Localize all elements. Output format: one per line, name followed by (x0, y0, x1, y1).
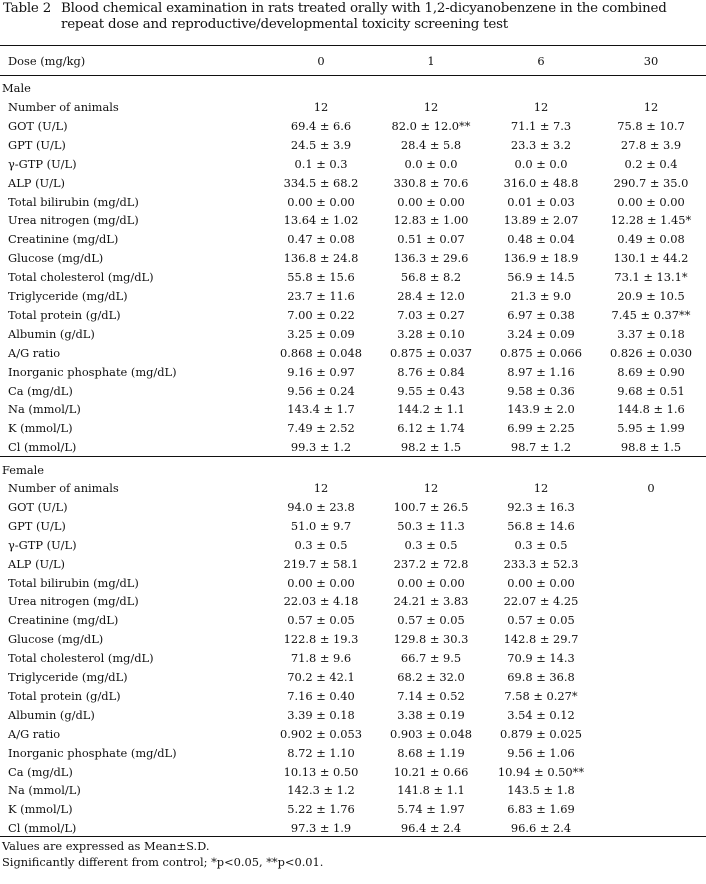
row-label: Creatinine (mg/dL) (8, 232, 119, 247)
table-cell: 56.8 ± 8.2 (400, 270, 462, 285)
table-cell: 0.01 ± 0.03 (507, 194, 575, 209)
table-cell: 6.83 ± 1.69 (507, 802, 575, 817)
table-cell: 9.56 ± 0.24 (287, 383, 355, 398)
table-cell: 92.3 ± 16.3 (507, 499, 575, 514)
table-row (0, 800, 706, 819)
table-row (0, 781, 706, 800)
table-cell: 136.8 ± 24.8 (283, 251, 359, 266)
table-row (0, 649, 706, 668)
row-label: GPT (U/L) (8, 137, 66, 152)
table-cell: 9.58 ± 0.36 (507, 383, 575, 398)
table-cell: 7.49 ± 2.52 (287, 421, 355, 436)
table-cell: 316.0 ± 48.8 (503, 175, 579, 190)
table-cell: 71.1 ± 7.3 (510, 118, 572, 133)
table-cell: 22.07 ± 4.25 (503, 594, 579, 609)
table-cell: 0.868 ± 0.048 (279, 345, 362, 360)
table-row (0, 136, 706, 155)
table-cell: 55.8 ± 15.6 (287, 270, 355, 285)
row-label: Urea nitrogen (mg/dL) (8, 213, 139, 228)
table-cell: 5.95 ± 1.99 (617, 421, 685, 436)
table-cell: 8.68 ± 1.19 (397, 745, 465, 760)
table-cell: 12 (533, 481, 549, 495)
table-cell: 141.8 ± 1.1 (397, 783, 465, 798)
table-cell: 0.826 ± 0.030 (609, 345, 692, 360)
table-cell: 20.9 ± 10.5 (617, 289, 685, 303)
table-row (0, 363, 706, 382)
table-cell: 330.8 ± 70.6 (393, 175, 469, 190)
table-row (0, 268, 706, 287)
table-row (0, 630, 706, 649)
table-cell: 0.00 ± 0.00 (287, 194, 355, 209)
table-cell: 71.8 ± 9.6 (290, 651, 352, 666)
table-cell: 5.22 ± 1.76 (287, 802, 355, 817)
table-cell: 0.0 ± 0.0 (514, 156, 568, 171)
row-label: Number of animals (8, 481, 119, 495)
table-cell: 73.1 ± 13.1* (614, 270, 688, 285)
row-label: γ-GTP (U/L) (8, 156, 77, 171)
table-row (0, 555, 706, 574)
table-cell: 219.7 ± 58.1 (283, 556, 359, 571)
table-cell: 122.8 ± 19.3 (283, 632, 359, 647)
table-cell: 237.2 ± 72.8 (393, 556, 469, 571)
table-row (0, 419, 706, 438)
row-label: γ-GTP (U/L) (8, 537, 77, 552)
table-row (0, 498, 706, 517)
table-cell: 96.6 ± 2.4 (510, 821, 572, 836)
table-cell: 98.2 ± 1.5 (400, 440, 462, 455)
table-cell: 21.3 ± 9.0 (510, 289, 572, 303)
table-cell: 3.37 ± 0.18 (617, 326, 685, 341)
table-cell: 51.0 ± 9.7 (290, 518, 352, 533)
table-cell: 136.3 ± 29.6 (393, 251, 469, 266)
table-cell: 129.8 ± 30.3 (393, 632, 469, 647)
table-cell: 136.9 ± 18.9 (503, 251, 579, 266)
row-label: Ca (mg/dL) (8, 764, 73, 779)
table-cell: 8.76 ± 0.84 (397, 364, 465, 379)
table-cell: 144.8 ± 1.6 (617, 402, 685, 417)
table-cell: 98.7 ± 1.2 (510, 440, 572, 455)
table-cell: 13.64 ± 1.02 (283, 213, 359, 228)
row-label: A/G ratio (8, 726, 61, 741)
table-label: Table 2 (3, 1, 52, 16)
row-label: Urea nitrogen (mg/dL) (8, 594, 139, 609)
table-cell: 0.51 ± 0.07 (397, 232, 465, 247)
row-label: Ca (mg/dL) (8, 383, 73, 398)
table-cell: 3.28 ± 0.10 (397, 326, 465, 341)
row-label: GPT (U/L) (8, 518, 66, 533)
header-row (0, 52, 706, 71)
table-cell: 0.903 ± 0.048 (389, 726, 472, 741)
row-label: Cl (mmol/L) (8, 821, 77, 836)
table-cell: 0.00 ± 0.00 (617, 194, 685, 209)
row-label: Total cholesterol (mg/dL) (8, 270, 154, 285)
table-cell: 12 (423, 100, 439, 114)
table-cell: 8.72 ± 1.10 (287, 745, 355, 760)
table-title: Blood chemical examination in rats treated orally with 1,2-dicyanobenzene in the combined repeat dose and reproductive/developmental toxicity screening test (61, 1, 667, 32)
table-cell: 23.7 ± 11.6 (287, 289, 355, 303)
footnote-values: Values are expressed as Mean±S.D. (2, 839, 210, 853)
table-cell: 7.16 ± 0.40 (287, 688, 355, 703)
row-label: Total cholesterol (mg/dL) (8, 651, 154, 666)
table-cell: 0.1 ± 0.3 (294, 156, 348, 171)
row-label: Glucose (mg/dL) (8, 251, 104, 266)
table-cell: 9.68 ± 0.51 (617, 383, 685, 398)
row-label: Inorganic phosphate (mg/dL) (8, 745, 177, 760)
table-cell: 0.00 ± 0.00 (397, 575, 465, 590)
row-label: Na (mmol/L) (8, 402, 81, 417)
table-cell: 6.97 ± 0.38 (507, 307, 575, 322)
table-cell: 0.57 ± 0.05 (287, 613, 355, 628)
table-cell: 9.56 ± 1.06 (507, 745, 575, 760)
table-cell: 66.7 ± 9.5 (400, 651, 462, 666)
table-row (0, 744, 706, 763)
table-row (0, 344, 706, 363)
row-label: A/G ratio (8, 345, 61, 360)
table-row (0, 211, 706, 230)
table-cell: 12 (313, 100, 329, 114)
table-caption (3, 1, 703, 33)
row-label: Glucose (mg/dL) (8, 632, 104, 647)
section-divider-rule (0, 456, 706, 457)
footnotes (2, 838, 323, 870)
table-cell: 12.83 ± 1.00 (393, 213, 469, 228)
table-cell: 12.28 ± 1.45* (610, 213, 692, 228)
row-label: Triglyceride (mg/dL) (8, 289, 128, 303)
table-row (0, 687, 706, 706)
table-cell: 3.25 ± 0.09 (287, 326, 355, 341)
top-rule (0, 45, 706, 46)
header-dose-0: 0 (317, 54, 325, 68)
row-label: Albumin (g/dL) (8, 707, 95, 722)
table-cell: 98.8 ± 1.5 (620, 440, 682, 455)
table-cell: 0.3 ± 0.5 (514, 537, 568, 552)
table-cell: 82.0 ± 12.0** (391, 118, 471, 133)
table-cell: 0.47 ± 0.08 (287, 232, 355, 247)
table-cell: 69.8 ± 36.8 (507, 670, 575, 684)
table-cell: 0.57 ± 0.05 (507, 613, 575, 628)
header-dose-6: 6 (537, 54, 545, 68)
row-label: K (mmol/L) (8, 802, 73, 817)
bottom-rule (0, 836, 706, 837)
table-row (0, 193, 706, 212)
section-female-label: Female (2, 463, 44, 477)
table-cell: 290.7 ± 35.0 (613, 175, 689, 190)
table-cell: 3.24 ± 0.09 (507, 326, 575, 341)
table-cell: 7.00 ± 0.22 (287, 307, 355, 322)
table-cell: 69.4 ± 6.6 (290, 118, 352, 133)
table-cell: 0.48 ± 0.04 (507, 232, 575, 247)
table-row (0, 174, 706, 193)
row-label: GOT (U/L) (8, 499, 68, 514)
table-cell: 27.8 ± 3.9 (620, 137, 682, 152)
table-cell: 0.2 ± 0.4 (624, 156, 678, 171)
table-cell: 6.99 ± 2.25 (507, 421, 575, 436)
row-label: Total protein (g/dL) (8, 307, 121, 322)
table-cell: 8.97 ± 1.16 (507, 364, 575, 379)
row-label: Triglyceride (mg/dL) (8, 670, 128, 684)
header-dose-30: 30 (643, 54, 659, 68)
table-row (0, 536, 706, 555)
footnote-significance: Significantly different from control; *p<0.05, **p<0.01. (2, 855, 324, 869)
table-row (0, 706, 706, 725)
table-cell: 0.3 ± 0.5 (404, 537, 458, 552)
table-cell: 7.58 ± 0.27* (504, 688, 578, 703)
row-label: K (mmol/L) (8, 421, 73, 436)
table-cell: 3.38 ± 0.19 (397, 707, 465, 722)
row-label: ALP (U/L) (8, 175, 65, 190)
table-cell: 10.13 ± 0.50 (283, 764, 359, 779)
table-cell: 143.4 ± 1.7 (287, 402, 355, 417)
table-cell: 94.0 ± 23.8 (287, 499, 355, 514)
table-cell: 0.0 ± 0.0 (404, 156, 458, 171)
table-row (0, 117, 706, 136)
table-cell: 0.00 ± 0.00 (397, 194, 465, 209)
table-row (0, 438, 706, 457)
table-cell: 0.875 ± 0.037 (389, 345, 472, 360)
row-label: ALP (U/L) (8, 556, 65, 571)
table-cell: 97.3 ± 1.9 (290, 821, 352, 836)
row-label: Number of animals (8, 100, 119, 114)
table-cell: 7.14 ± 0.52 (397, 688, 465, 703)
table-row (0, 763, 706, 782)
table-cell: 143.5 ± 1.8 (507, 783, 575, 798)
table-row (0, 249, 706, 268)
table-cell: 3.39 ± 0.18 (287, 707, 355, 722)
table-cell: 0 (647, 481, 655, 495)
row-label: Na (mmol/L) (8, 783, 81, 798)
row-label: Total bilirubin (mg/dL) (8, 194, 139, 209)
table-cell: 334.5 ± 68.2 (283, 175, 359, 190)
header-rule (0, 75, 706, 76)
table-cell: 12 (313, 481, 329, 495)
table-cell: 22.03 ± 4.18 (283, 594, 359, 609)
table-cell: 5.74 ± 1.97 (397, 802, 465, 817)
table-cell: 13.89 ± 2.07 (503, 213, 579, 228)
table-row (0, 668, 706, 687)
table-cell: 0.3 ± 0.5 (294, 537, 348, 552)
table-row (0, 306, 706, 325)
table-cell: 6.12 ± 1.74 (397, 421, 465, 436)
table-row (0, 155, 706, 174)
table-cell: 12 (533, 100, 549, 114)
table-cell: 75.8 ± 10.7 (617, 118, 685, 133)
row-label: Creatinine (mg/dL) (8, 613, 119, 628)
table-cell: 0.00 ± 0.00 (507, 575, 575, 590)
header-dose-label: Dose (mg/kg) (8, 54, 86, 68)
table-cell: 50.3 ± 11.3 (397, 518, 465, 533)
table-cell: 56.9 ± 14.5 (507, 270, 575, 285)
section-male-label: Male (2, 81, 31, 95)
table-cell: 99.3 ± 1.2 (290, 440, 352, 455)
table-row (0, 479, 706, 498)
table-row (0, 325, 706, 344)
table-row (0, 400, 706, 419)
table-cell: 0.879 ± 0.025 (499, 726, 582, 741)
row-label: Cl (mmol/L) (8, 440, 77, 455)
table-cell: 96.4 ± 2.4 (400, 821, 462, 836)
table-cell: 130.1 ± 44.2 (613, 251, 689, 266)
table-cell: 10.94 ± 0.50** (497, 764, 585, 779)
table-cell: 142.3 ± 1.2 (287, 783, 355, 798)
table-row (0, 611, 706, 630)
table-row (0, 725, 706, 744)
table-cell: 70.2 ± 42.1 (287, 670, 355, 684)
table-cell: 143.9 ± 2.0 (507, 402, 575, 417)
table-cell: 12 (643, 100, 659, 114)
row-label: Total protein (g/dL) (8, 688, 121, 703)
table-cell: 24.21 ± 3.83 (393, 594, 469, 609)
table-cell: 56.8 ± 14.6 (507, 518, 575, 533)
table-cell: 3.54 ± 0.12 (507, 707, 575, 722)
table-cell: 23.3 ± 3.2 (510, 137, 572, 152)
table-cell: 68.2 ± 32.0 (397, 670, 465, 684)
table-cell: 0.875 ± 0.066 (499, 345, 582, 360)
table-cell: 9.16 ± 0.97 (287, 364, 355, 379)
table-row (0, 230, 706, 249)
table-cell: 10.21 ± 0.66 (393, 764, 469, 779)
table-cell: 144.2 ± 1.1 (397, 402, 465, 417)
row-label: GOT (U/L) (8, 118, 68, 133)
table-row (0, 287, 706, 306)
table-row (0, 382, 706, 401)
header-dose-1: 1 (427, 54, 435, 68)
table-cell: 9.55 ± 0.43 (397, 383, 465, 398)
table-cell: 100.7 ± 26.5 (393, 499, 469, 514)
table-cell: 8.69 ± 0.90 (617, 364, 685, 379)
table-row (0, 517, 706, 536)
table-cell: 28.4 ± 5.8 (400, 137, 462, 152)
table-row (0, 574, 706, 593)
table-cell: 0.57 ± 0.05 (397, 613, 465, 628)
table-cell: 12 (423, 481, 439, 495)
table-cell: 7.45 ± 0.37** (611, 307, 691, 322)
table-cell: 70.9 ± 14.3 (507, 651, 575, 666)
table-cell: 7.03 ± 0.27 (397, 307, 465, 322)
table-cell: 0.902 ± 0.053 (279, 726, 362, 741)
table-cell: 24.5 ± 3.9 (290, 137, 352, 152)
table-cell: 233.3 ± 52.3 (503, 556, 579, 571)
row-label: Inorganic phosphate (mg/dL) (8, 364, 177, 379)
row-label: Total bilirubin (mg/dL) (8, 575, 139, 590)
table-cell: 142.8 ± 29.7 (503, 632, 579, 647)
table-cell: 0.49 ± 0.08 (617, 232, 685, 247)
table-cell: 0.00 ± 0.00 (287, 575, 355, 590)
row-label: Albumin (g/dL) (8, 326, 95, 341)
table-cell: 28.4 ± 12.0 (397, 289, 465, 303)
table-row (0, 592, 706, 611)
table-row (0, 98, 706, 117)
